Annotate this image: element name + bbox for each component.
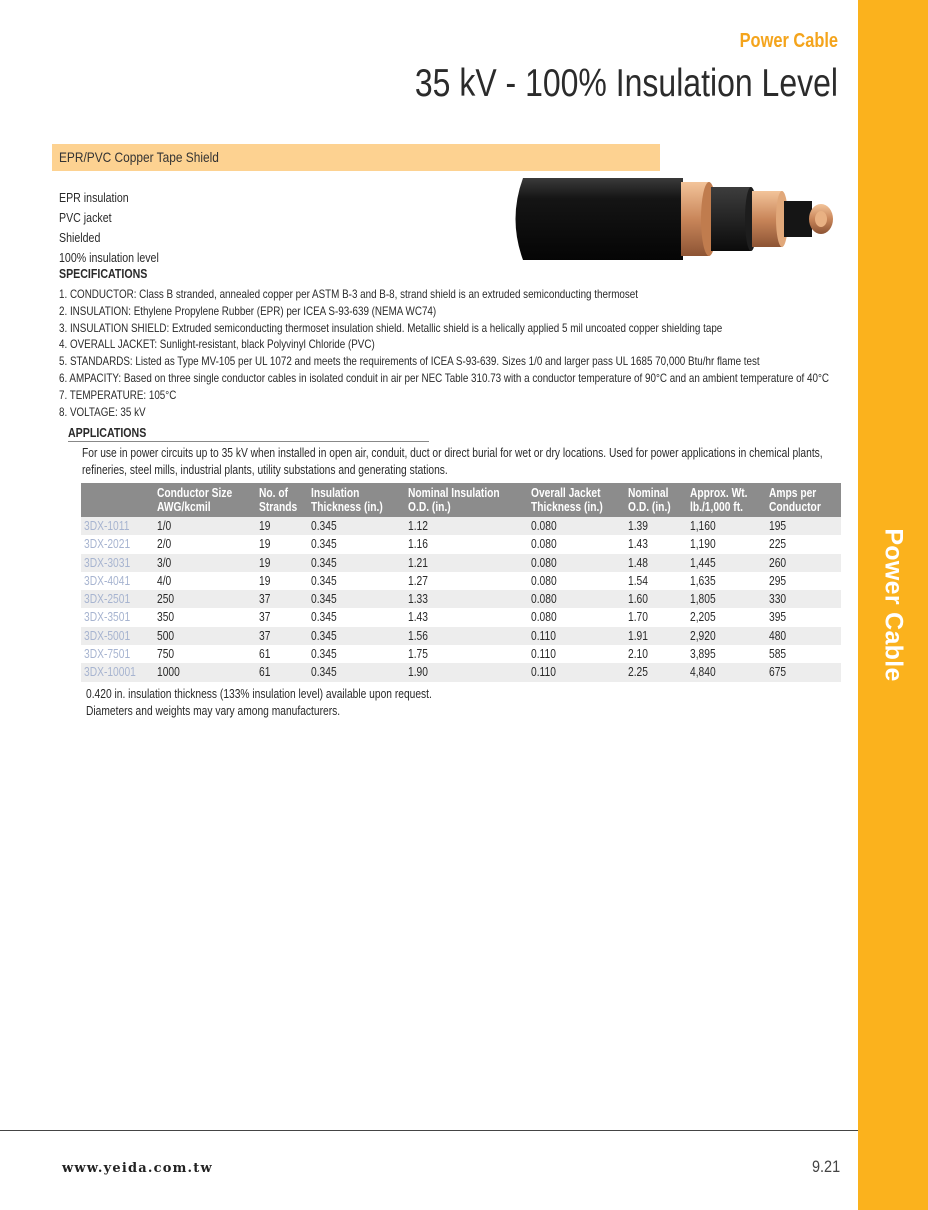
table-cell: 1,160: [690, 519, 716, 533]
column-header-line: Conductor Size: [157, 486, 233, 500]
table-cell: 0.345: [311, 628, 337, 643]
specifications-list: [59, 286, 928, 420]
table-cell: 225: [769, 537, 787, 552]
table-cell: 500: [157, 628, 175, 643]
table-cell: 330: [769, 592, 787, 607]
catalog-number: 3DX-4041: [84, 573, 131, 588]
table-notes: [86, 686, 508, 720]
table-cell: 0.110: [531, 628, 556, 643]
spec-item: 3. INSULATION SHIELD: Extruded semiconducting thermoset insulation shield. Metallic shield is a helically applied 5 mil uncoated copper shielding tape: [59, 320, 723, 335]
table-cell: 0.080: [531, 537, 557, 552]
table-cell: 0.080: [531, 592, 557, 607]
table-cell: 1.12: [408, 519, 428, 533]
table-cell: 1,635: [690, 573, 716, 588]
column-header-line: No. of: [259, 486, 289, 500]
catalog-number: 3DX-5001: [84, 628, 131, 643]
spec-item: 1. CONDUCTOR: Class B stranded, annealed copper per ASTM B-3 and B-8, strand shield is an extruded semiconducting thermoset: [59, 287, 639, 301]
table-row: [81, 590, 841, 608]
table-row: [81, 608, 841, 626]
table-cell: 2.25: [628, 665, 648, 680]
table-cell: 61: [259, 665, 271, 680]
page-number: 9.21: [812, 1157, 841, 1176]
table-cell: 1.16: [408, 537, 428, 552]
column-header: [408, 486, 500, 514]
catalog-number: 3DX-2021: [84, 537, 131, 552]
specifications-heading: SPECIFICATIONS: [59, 267, 148, 281]
table-cell: 4/0: [157, 573, 172, 588]
column-header-line: Insulation: [311, 486, 360, 500]
feature-item: 100% insulation level: [59, 251, 159, 265]
cable-image: [508, 176, 838, 262]
table-row: [81, 572, 841, 590]
table-cell: 1.70: [628, 610, 648, 625]
applications-line: refineries, steel mills, industrial plants, utility substations and generating stations.: [82, 463, 448, 477]
table-cell: 4,840: [690, 665, 716, 680]
table-cell: 1000: [157, 665, 180, 680]
table-cell: 37: [259, 628, 271, 643]
table-body: [81, 517, 841, 682]
column-header-line: Approx. Wt.: [690, 486, 748, 500]
spec-item: 8. VOLTAGE: 35 kV: [59, 404, 146, 419]
table-cell: 1.43: [628, 537, 648, 552]
column-header-line: Strands: [259, 500, 298, 514]
catalog-number: 3DX-10001: [84, 665, 136, 680]
table-cell: 1.91: [628, 628, 648, 643]
catalog-number: 3DX-3031: [84, 555, 131, 570]
footer-divider: [0, 1130, 858, 1131]
table-cell: 250: [157, 592, 175, 607]
table-cell: 37: [259, 592, 271, 607]
note-line: 0.420 in. insulation thickness (133% insulation level) available upon request.: [86, 687, 432, 701]
table-cell: 0.345: [311, 537, 337, 552]
column-header-line: AWG/kcmil: [157, 500, 211, 514]
table-cell: 19: [259, 519, 271, 533]
catalog-number: 3DX-1011: [84, 519, 130, 533]
table-cell: 2.10: [628, 647, 648, 662]
table-cell: 1.75: [408, 647, 428, 662]
table-cell: 19: [259, 537, 271, 552]
table-cell: 2/0: [157, 537, 172, 552]
column-header-line: Thickness (in.): [531, 500, 603, 514]
table-cell: 295: [769, 573, 787, 588]
applications-heading: APPLICATIONS: [68, 426, 147, 440]
table-cell: 480: [769, 628, 787, 643]
table-row: [81, 645, 841, 663]
note-line: Diameters and weights may vary among manufacturers.: [86, 704, 341, 718]
column-header: [311, 486, 383, 514]
table-cell: 0.345: [311, 665, 337, 680]
table-cell: 1.27: [408, 573, 428, 588]
table-cell: 675: [769, 665, 787, 680]
table-cell: 37: [259, 610, 271, 625]
table-cell: 0.345: [311, 592, 337, 607]
table-cell: 1,190: [690, 537, 716, 552]
website-url: www.yeida.com.tw: [62, 1161, 213, 1176]
table-cell: 19: [259, 555, 271, 570]
table-cell: 2,920: [690, 628, 716, 643]
spec-item: 5. STANDARDS: Listed as Type MV-105 per UL 1072 and meets the requirements of ICEA S-93-639. Sizes 1/0 and larger pass UL 1685 70,000 Btu/hr flame test: [59, 354, 760, 369]
table-cell: 0.345: [311, 519, 337, 533]
column-header-line: Overall Jacket: [531, 486, 601, 500]
table-row: [81, 517, 841, 535]
table-cell: 585: [769, 647, 787, 662]
feature-list: [59, 188, 176, 268]
table-cell: 1.43: [408, 610, 428, 625]
column-header: [531, 486, 603, 514]
table-row: [81, 535, 841, 553]
catalog-number: 3DX-2501: [84, 592, 131, 607]
catalog-number: 3DX-7501: [84, 647, 131, 662]
table-cell: 19: [259, 573, 271, 588]
column-header-line: Nominal Insulation: [408, 486, 500, 500]
section-bar: [52, 144, 660, 171]
column-header-line: O.D. (in.): [628, 500, 671, 514]
table-cell: 1/0: [157, 519, 172, 533]
table-cell: 0.345: [311, 573, 337, 588]
section-title: EPR/PVC Copper Tape Shield: [59, 149, 219, 165]
table-cell: 3/0: [157, 555, 172, 570]
column-header-line: Nominal: [628, 486, 669, 500]
table-cell: 350: [157, 610, 175, 625]
column-header: [259, 486, 297, 514]
column-header-line: O.D. (in.): [408, 500, 451, 514]
spec-item: 4. OVERALL JACKET: Sunlight-resistant, black Polyvinyl Chloride (PVC): [59, 337, 375, 352]
table-cell: 1.90: [408, 665, 428, 680]
table-cell: 1.56: [408, 628, 428, 643]
table-cell: 0.080: [531, 555, 557, 570]
table-row: [81, 663, 841, 681]
spec-item: 2. INSULATION: Ethylene Propylene Rubber (EPR) per ICEA S-93-639 (NEMA WC74): [59, 303, 437, 318]
table-cell: 195: [769, 519, 787, 533]
page-title: 35 kV - 100% Insulation Level: [414, 62, 838, 105]
category-label: Power Cable: [739, 30, 838, 52]
table-row: [81, 554, 841, 572]
feature-item: Shielded: [59, 231, 101, 245]
feature-item: EPR insulation: [59, 191, 129, 205]
table-cell: 1.48: [628, 555, 648, 570]
catalog-number: 3DX-3501: [84, 610, 131, 625]
table-cell: 0.345: [311, 555, 337, 570]
table-cell: 1.33: [408, 592, 428, 607]
table-row: [81, 627, 841, 645]
table-cell: 1,445: [690, 555, 716, 570]
table-cell: 61: [259, 647, 271, 662]
specifications-table: [81, 483, 841, 682]
table-cell: 2,205: [690, 610, 716, 625]
table-cell: 0.110: [531, 647, 556, 662]
applications-underline: [68, 441, 429, 442]
table-cell: 1,805: [690, 592, 716, 607]
table-cell: 395: [769, 610, 787, 625]
column-header-line: Conductor: [769, 500, 821, 514]
table-cell: 0.345: [311, 610, 337, 625]
table-cell: 1.39: [628, 519, 648, 533]
column-header: [690, 486, 748, 514]
column-header-line: lb./1,000 ft.: [690, 500, 743, 514]
table-cell: 0.080: [531, 573, 557, 588]
table-cell: 0.110: [531, 665, 556, 680]
table-cell: 0.345: [311, 647, 337, 662]
table-cell: 260: [769, 555, 787, 570]
feature-item: PVC jacket: [59, 211, 112, 225]
column-header-line: Thickness (in.): [311, 500, 383, 514]
table-cell: 3,895: [690, 647, 716, 662]
side-category-label: Power Cable: [879, 528, 908, 682]
table-header: [81, 483, 841, 517]
column-header-line: Amps per: [769, 486, 817, 500]
column-header: [769, 486, 821, 514]
table-cell: 1.54: [628, 573, 648, 588]
column-header: [157, 486, 232, 514]
table-cell: 0.080: [531, 519, 557, 533]
table-cell: 1.60: [628, 592, 648, 607]
column-header: [628, 486, 671, 514]
table-cell: 1.21: [408, 555, 428, 570]
spec-item: 6. AMPACITY: Based on three single conductor cables in isolated conduit in air per NEC Table 310.73 with a conductor temperature of 90°C and an ambient temperature of 40°C: [59, 370, 830, 385]
applications-line: For use in power circuits up to 35 kV when installed in open air, conduit, duct or direct burial for wet or dry locations. Used for power applications in chemical plants,: [82, 446, 823, 460]
table-cell: 0.080: [531, 610, 557, 625]
table-cell: 750: [157, 647, 175, 662]
spec-item: 7. TEMPERATURE: 105°C: [59, 387, 177, 402]
applications-text: [82, 445, 823, 479]
